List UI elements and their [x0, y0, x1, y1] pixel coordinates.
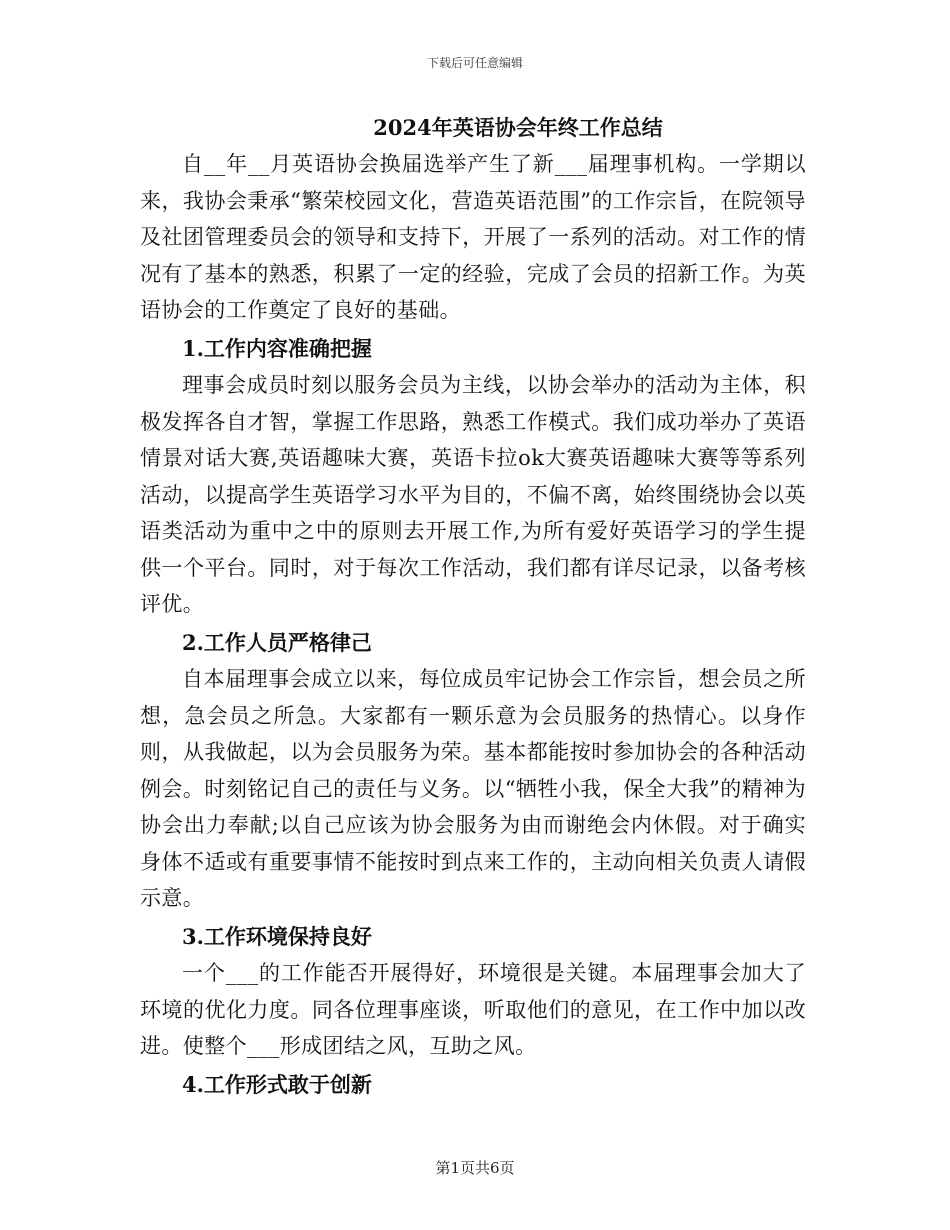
document-title: 2024年英语协会年终工作总结	[373, 115, 663, 140]
intro-paragraph: 自__年__月英语协会换届选举产生了新___届理事机构。一学期以来，我协会秉承“繁荣校园文化，营造英语范围”的工作宗旨，在院领导及社团管理委员会的领导和支持下，开展了一系列的活动。对工作的情况有了基本的熟悉，积累了一定的经验，完成了会员的招新工作。为英语协会的工作奠定了良好的基础。	[140, 152, 806, 322]
section-text-2: 自本届理事会成立以来，每位成员牢记协会工作宗旨，想会员之所想，急会员之所急。大家都有一颗乐意为会员服务的热情心。以身作则，从我做起，以为会员服务为荣。基本都能按时参加协会的各种活动例会。时刻铭记自己的责任与义务。以“牺牲小我，保全大我”的精神为协会出力奉献;以自己应该为协会服务为由而谢绝会内休假。对于确实身体不适或有重要事情不能按时到点来工作的，主动向相关负责人请假示意。	[140, 667, 806, 910]
section-heading-4: 4.工作形式敢于创新	[182, 1071, 372, 1097]
section-text-3: 一个___的工作能否开展得好，环境很是关键。本届理事会加大了环境的优化力度。同各位理事座谈，听取他们的意见，在工作中加以改进。使整个___形成团结之风，互助之风。	[140, 961, 806, 1058]
section-text-1: 理事会成员时刻以服务会员为主线，以协会举办的活动为主体，积极发挥各自才智，掌握工作思路，熟悉工作模式。我们成功举办了英语情景对话大赛,英语趣味大赛，英语卡拉ok大赛英语趣味大赛等等系列活动，以提高学生英语学习水平为目的，不偏不离，始终围绕协会以英语类活动为重中之中的原则去开展工作,为所有爱好英语学习的学生提供一个平台。同时，对于每次工作活动，我们都有详尽记录，以备考核评优。	[140, 373, 806, 616]
page-header-note: 下载后可任意编辑	[426, 56, 523, 70]
page-number: 第1页共6页	[435, 1159, 515, 1177]
section-heading-3: 3.工作环境保持良好	[182, 923, 372, 949]
document-body	[140, 110, 806, 1103]
section-heading-2: 2.工作人员严格律己	[182, 629, 372, 655]
section-heading-1: 1.工作内容准确把握	[182, 335, 372, 361]
